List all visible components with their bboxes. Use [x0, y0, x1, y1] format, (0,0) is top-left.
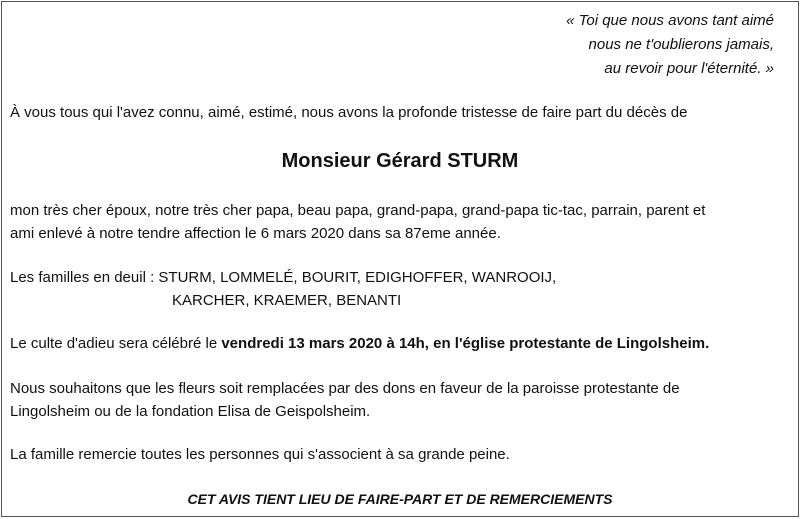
ceremony-prefix: Le culte d'adieu sera célébré le [10, 335, 222, 352]
quote-line-1: « Toi que nous avons tant aimé [566, 12, 774, 29]
description-line-1: mon très cher époux, notre très cher papa, beau papa, grand-papa, grand-papa tic-tac, parrain, parent et [10, 202, 706, 219]
description-line-2: ami enlevé à notre tendre affection le 6 mars 2020 dans sa 87eme année. [10, 225, 501, 242]
footer-notice: CET AVIS TIENT LIEU DE FAIRE-PART ET DE REMERCIEMENTS [187, 491, 613, 507]
intro-text: À vous tous qui l'avez connu, aimé, estimé, nous avons la profonde tristesse de faire part du décès de [10, 104, 688, 121]
obituary-notice [1, 1, 799, 517]
ceremony-details: vendredi 13 mars 2020 à 14h, en l'église protestante de Lingolsheim. [221, 335, 710, 352]
thanks-text: La famille remercie toutes les personnes qui s'associent à sa grande peine. [10, 446, 510, 463]
quote-line-2: nous ne t'oublierons jamais, [588, 36, 774, 53]
quote-line-3: au revoir pour l'éternité. » [604, 60, 774, 77]
deceased-name: Monsieur Gérard STURM [281, 150, 519, 172]
ceremony-text [10, 334, 709, 354]
donations-line-1: Nous souhaitons que les fleurs soit remplacées par des dons en faveur de la paroisse protestante de [10, 380, 680, 397]
families-line-1: Les familles en deuil : STURM, LOMMELÉ, BOURIT, EDIGHOFFER, WANROOIJ, [10, 269, 557, 286]
donations-line-2: Lingolsheim ou de la fondation Elisa de Geispolsheim. [10, 403, 371, 420]
families-line-2: KARCHER, KRAEMER, BENANTI [172, 292, 402, 309]
